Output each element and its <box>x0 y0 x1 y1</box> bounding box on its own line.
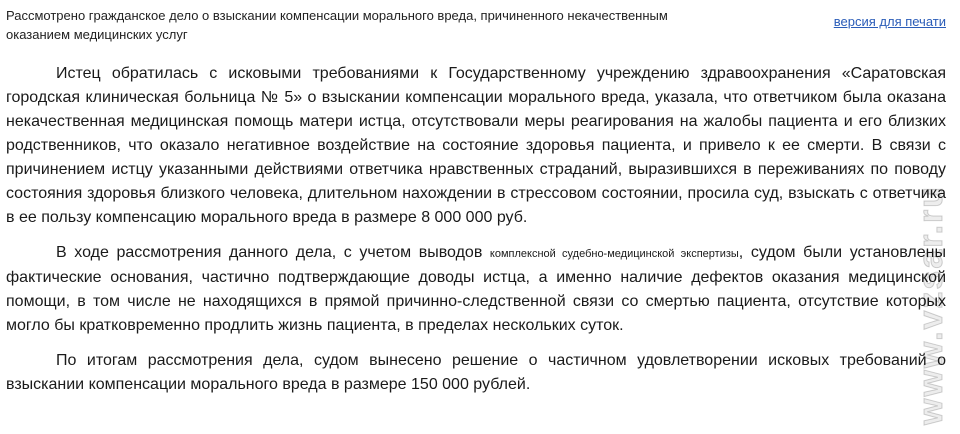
expertise-text: комплексной судебно-медицинской экспертизы <box>489 248 739 260</box>
watermark-text: www.vzsar.ru <box>912 184 950 425</box>
article-title: Рассмотрено гражданское дело о взыскании компенсации морального вреда, причиненного некачественным оказанием медицинских услуг <box>6 8 668 42</box>
print-version-link[interactable]: версия для печати <box>833 14 946 29</box>
paragraph-court-findings <box>6 241 946 338</box>
paragraph-decision: По итогам рассмотрения дела, судом вынесено решение о частичном удовлетворении исковых требований о взыскании компенсации морального вреда в размере 150 000 рублей. <box>6 352 946 393</box>
article-body <box>6 62 946 408</box>
paragraph-claim: Истец обратилась с исковыми требованиями к Государственному учреждению здравоохранения «Саратовская городская клиническая больница № 5» о взыскании компенсации морального вреда, указала, что ответчиком была оказана некачественная медицинская помощь матери истца, отсутствовали меры реагирования на жалобы пациента и его близких родственников, что оказало негативное воздействие на состояние здоровья пациента, и привело к ее смерти. В связи с причинением истцу указанными действиями ответчика нравственных страданий, выразившихся в переживаниях по поводу состояния здоровья близкого человека, длительном нахождении в стрессовом состоянии, просила суд, взыскать с ответчика в ее пользу компенсацию морального вреда в размере 8 000 000 руб. <box>6 65 946 226</box>
paragraph-text: В ходе рассмотрения данного дела, с учетом выводов <box>56 244 490 261</box>
paragraph-text: , судом были установлены фактические основания, частично подтверждающие доводы истца, а именно наличие дефектов оказания медицинской помощи, в том числе не находящихся в прямой причинно-следственной связи со смертью пациента, отсутствие которых могло бы кратковременно продлить жизнь пациента, в пределах нескольких суток. <box>6 244 946 334</box>
